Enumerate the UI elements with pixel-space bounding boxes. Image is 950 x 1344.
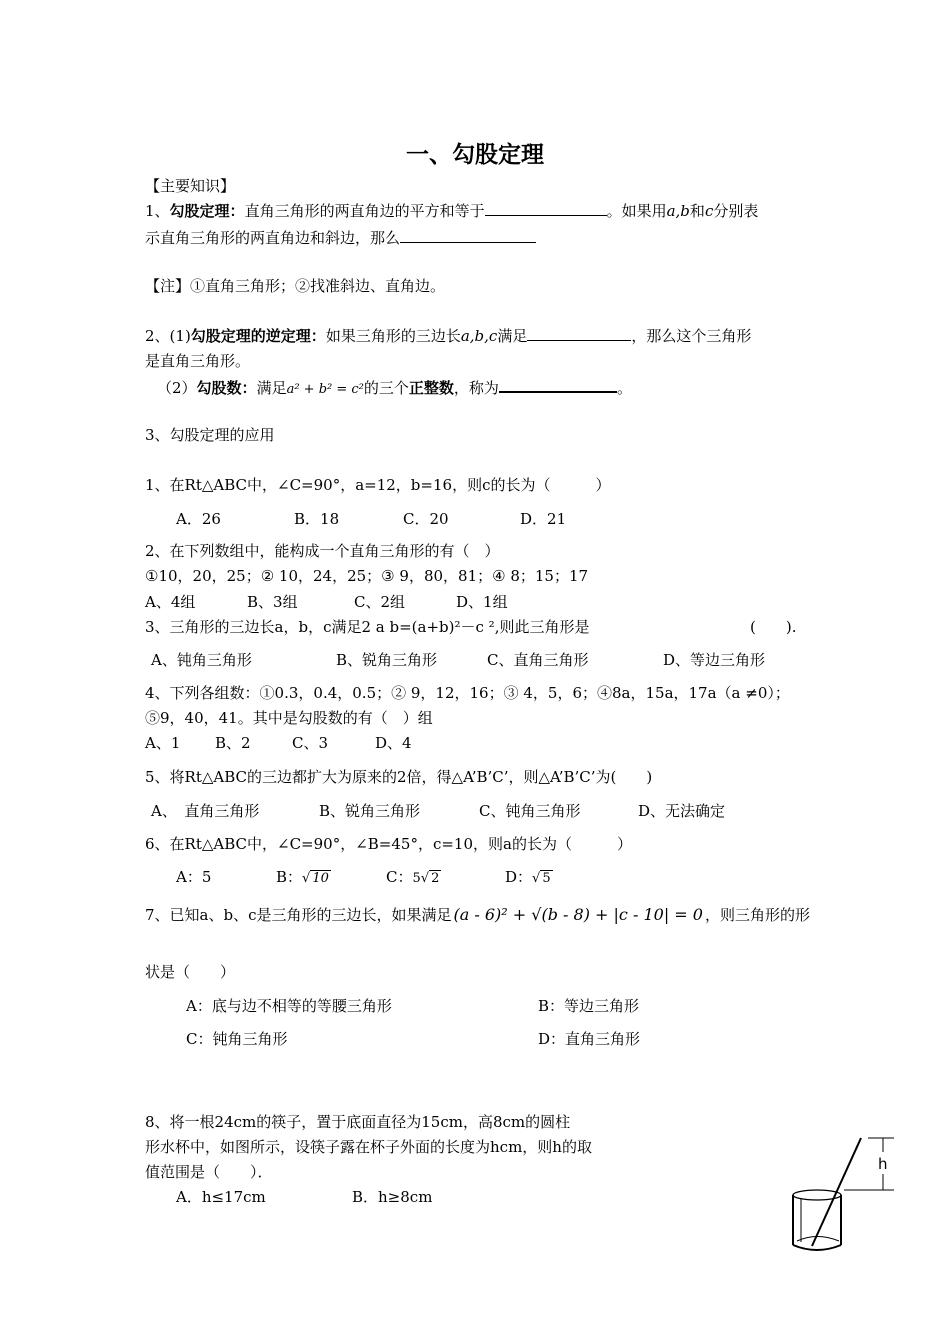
q1-option-d[interactable]: D．21 xyxy=(520,510,567,528)
answer-blank[interactable] xyxy=(485,200,607,216)
question-7-stem: 7、已知a、b、c是三角形的三边长，如果满足 (a - 6)² + √(b - 8) + |c - 10| = 0 ，则三角形的形 xyxy=(145,905,810,924)
h-label: h xyxy=(878,1155,888,1173)
q7-option-a[interactable]: A：底与边不相等的等腰三角形 xyxy=(186,997,392,1015)
q6-option-a[interactable]: A：5 xyxy=(176,868,212,886)
q8-option-b[interactable]: B．h≥8cm xyxy=(352,1188,433,1206)
note: 【注】①直角三角形；②找准斜边、直角边。 xyxy=(145,277,446,295)
question-1-stem: 1、在Rt△ABC中，∠C=90°，a=12，b=16，则c的长为（ ） xyxy=(145,476,611,494)
q5-option-d[interactable]: D、无法确定 xyxy=(638,802,726,820)
q5-option-b[interactable]: B、锐角三角形 xyxy=(319,802,421,820)
q3-option-d[interactable]: D、等边三角形 xyxy=(663,651,766,669)
knowledge-1-line2: 示直角三角形的两直角边和斜边，那么 xyxy=(145,227,536,248)
q2-option-c[interactable]: C、2组 xyxy=(354,593,406,611)
q7-formula: (a - 6)² + √(b - 8) + |c - 10| = 0 xyxy=(453,905,703,924)
q6-option-b[interactable]: B：√ 10 xyxy=(276,868,329,886)
answer-blank[interactable] xyxy=(499,376,617,393)
q7-option-b[interactable]: B：等边三角形 xyxy=(538,997,640,1015)
question-4-stem: 4、下列各组数：①0.3，0.4，0.5；② 9，12，16；③ 4，5，6；④8a，15a，17a（a ≠0）； xyxy=(145,684,790,702)
cup-bottom-inner xyxy=(797,1237,839,1242)
knowledge-1: 1、勾股定理：直角三角形的两直角边的平方和等于 。如果用a,b和c分别表 xyxy=(145,202,759,220)
q1-option-c[interactable]: C．20 xyxy=(403,510,449,528)
q3-paren: ( ). xyxy=(750,618,797,636)
q5-option-c[interactable]: C、钝角三角形 xyxy=(479,802,581,820)
knowledge-header: 【主要知识】 xyxy=(145,177,236,195)
q2-option-a[interactable]: A、4组 xyxy=(145,593,196,611)
question-3-stem: 3、三角形的三边长a，b，c满足2 a b=(a+b)²－c ²,则此三角形是 xyxy=(145,618,590,636)
q3-option-b[interactable]: B、锐角三角形 xyxy=(336,651,438,669)
question-6-stem: 6、在Rt△ABC中，∠C=90°，∠B=45°，c=10，则a的长为（ ） xyxy=(145,835,632,853)
knowledge-3: 3、勾股定理的应用 xyxy=(145,426,275,444)
question-7-line2: 状是（ ） xyxy=(145,963,236,981)
question-8-line2: 形水杯中，如图所示，设筷子露在杯子外面的长度为hcm，则h的取 xyxy=(145,1138,592,1156)
q6-option-c[interactable]: C：5√ 2 xyxy=(386,868,440,886)
q8-option-a[interactable]: A．h≤17cm xyxy=(176,1188,266,1206)
q4-option-a[interactable]: A、1 xyxy=(145,734,181,752)
q6-option-d[interactable]: D：√ 5 xyxy=(505,868,551,886)
knowledge-2: 2、(1)勾股定理的逆定理：如果三角形的三边长a,b,c满足 ，那么这个三角形 xyxy=(145,327,752,345)
pythagorean-formula: a² + b² = c² xyxy=(286,382,364,397)
question-8-line3: 值范围是（ ）． xyxy=(145,1163,273,1181)
cup-bottom xyxy=(793,1245,841,1250)
q1-option-b[interactable]: B．18 xyxy=(294,510,340,528)
q4-option-d[interactable]: D、4 xyxy=(375,734,412,752)
q4-option-b[interactable]: B、2 xyxy=(215,734,251,752)
q3-option-c[interactable]: C、直角三角形 xyxy=(487,651,589,669)
knowledge-2-line2: 是直角三角形。 xyxy=(145,352,251,370)
question-2-stem: 2、在下列数组中，能构成一个直角三角形的有（ ） xyxy=(145,542,500,560)
answer-blank[interactable] xyxy=(400,227,536,243)
question-2-line2: ①10，20，25；② 10，24，25；③ 9，80，81；④ 8；15；17 xyxy=(145,567,589,585)
chopstick xyxy=(812,1138,861,1246)
q4-option-c[interactable]: C、3 xyxy=(292,734,329,752)
knowledge-2-sub: （2）勾股数：满足a² + b² = c²的三个正整数，称为 。 xyxy=(157,376,632,400)
cup-chopstick-figure xyxy=(760,1128,910,1258)
question-4-line2: ⑤9，40，41。其中是勾股数的有（ ）组 xyxy=(145,709,433,727)
q5-option-a[interactable]: A、 直角三角形 xyxy=(151,802,260,820)
q7-option-c[interactable]: C：钝角三角形 xyxy=(186,1030,288,1048)
answer-blank[interactable] xyxy=(527,325,631,341)
q2-option-d[interactable]: D、1组 xyxy=(456,593,508,611)
q2-option-b[interactable]: B、3组 xyxy=(247,593,298,611)
page-title: 一、勾股定理 xyxy=(406,142,544,168)
q7-option-d[interactable]: D：直角三角形 xyxy=(538,1030,641,1048)
question-5-stem: 5、将Rt△ABC的三边都扩大为原来的2倍，得△A’B’C’，则△A’B’C’为( ) xyxy=(145,768,653,786)
q3-option-a[interactable]: A、钝角三角形 xyxy=(151,651,252,669)
question-8-stem: 8、将一根24cm的筷子，置于底面直径为15cm，高8cm的圆柱 xyxy=(145,1113,571,1131)
q1-option-a[interactable]: A．26 xyxy=(176,510,221,528)
